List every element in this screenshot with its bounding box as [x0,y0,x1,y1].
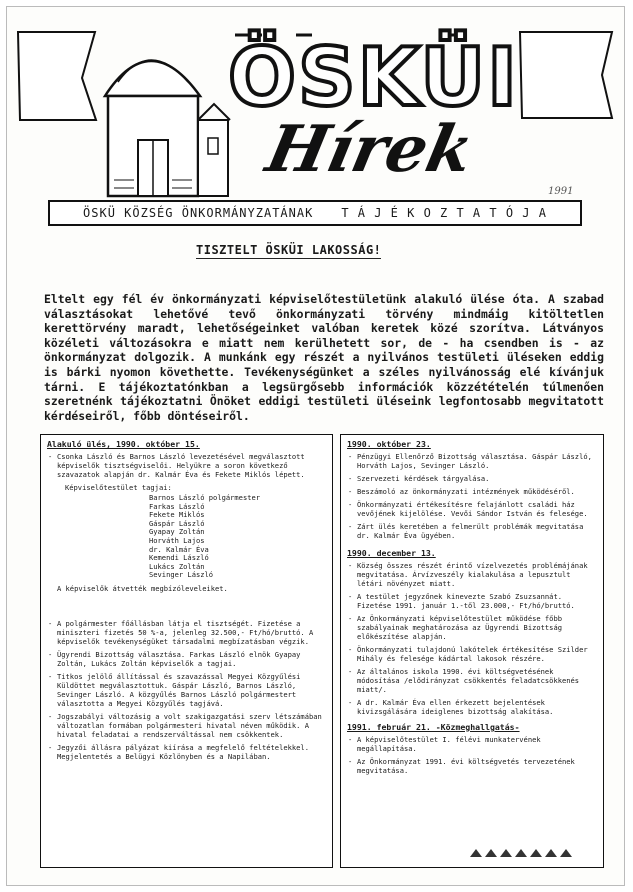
salutation-heading: TISZTELT ÖSKÜI LAKOSSÁG! [196,243,382,257]
list-item: - Titkos jelölő állítással és szavazással Megyei Közgyűlési Küldöttet megválasztottuk. Gáspár László, Barnos László, Sevinger László. A közgyűlés Barnos László polgármestert választotta a Megyei Közgyűlés tagjává. [47,672,326,708]
list-item: - Pénzügyi Ellenőrző Bizottság választása. Gáspár László, Horváth Lajos, Sevinger László. [347,452,597,470]
list-item: - A képviselőtestület I. félévi munkatervének megállapítása. [347,735,597,753]
member-name: dr. Kalmár Éva [149,544,209,554]
section-heading: Alakuló ülés, 1990. október 15. [47,439,200,449]
list-item: - Csonka László és Barnos László levezetésével megválasztott képviselők tisztségviselői. Helyükre a soron következő szavazatok alapján dr. Kalmár Éva és Fekete Miklós lépett. [47,452,326,479]
masthead-banner [48,200,582,226]
member-name: Lukács Zoltán [149,561,205,571]
intro-paragraph: Eltelt egy fél év önkormányzati képviselőtestületünk alakuló ülése óta. A szabad választásokat lehetővé tevő önkormányzati törvény mindmáig kitöltetlen kerettörvény maradt, lehetőségeinket valóban keretek közé szorítva. Látványos közéleti változásokra e miatt nem kerülhetett sor, de - ha csendben is - az önkormányzat dolgozik. A munkánk egy részét a nyilvános testületi üléseken eddig is bárki nyomon követhette. Tevékenységünket a széles nyilvánosság elé kívánjuk tárni. E tájékoztatónkban a legsürgősebb információk közzétételén túlmenően szeretnénk tájékoztatni Önöket eddigi testületi üléseink legfontosabb megvitatott kérdéseiről, főbb döntéseiről. [44,292,604,423]
list-item: - Az Önkormányzati képviselőtestület működése főbb szabályainak meghatározása az Ügyrendi Bizottság előkészítése alapján. [347,614,597,641]
members-note: A képviselők átvették megbízóleveleiket. [57,583,228,593]
member-name: Barnos László polgármester [149,493,261,502]
triangle-icon [515,849,527,857]
list-item: - A testület jegyzőnek kinevezte Szabó Zsuzsannát. Fizetése 1991. január 1.-től 23.000,- Ft/hó/bruttó. [347,592,597,610]
page-turn-marks [470,849,572,857]
member-name: Gyapay Zoltán [149,527,205,537]
members-list [149,494,332,580]
member-name: Sevinger László [149,570,214,580]
member-name: Horváth Lajos [149,535,205,545]
member-name: Farkas László [149,501,205,511]
left-column [40,434,333,868]
list-item: - Jegyzői állásra pályázat kiírása a megfelelő feltételekkel. Megjelentetés a Belügyi Közlönyben és a Napilában. [47,743,326,761]
list-item: - Önkormányzati tulajdonú lakótelek értékesítése Szilder Mihály és felesége kádártal lakosok részére. [347,645,597,663]
member-name: Fekete Miklós [149,510,205,520]
list-item: - Község összes részét érintő vízelvezetés problémájának megvitatása. Árvízveszély kialakulása a lepusztult létári növényzet miatt. [347,561,597,588]
members-heading: Képviselőtestület tagjai: [65,483,172,492]
section-heading: 1991. február 21. -Közmeghallgatás- [347,722,520,732]
triangle-icon [470,849,482,857]
section-heading: 1990. december 13. [347,548,436,558]
banner-left-text: ÖSKÜ KÖZSÉG ÖNKORMÁNYZATÁNAK [83,206,314,220]
list-item: - Jogszabályi változásig a volt szakigazgatási szerv létszámában változatlan formában polgármesteri hivatal néven működik. A hivatal feladatai a rendszerváltással nem csökkentek. [47,712,326,739]
list-item: - Szervezeti kérdések tárgyalása. [347,474,597,483]
triangle-icon [500,849,512,857]
triangle-icon [485,849,497,857]
list-item: - A polgármester főállásban látja el tisztségét. Fizetése a miniszteri fizetés 50 %-a, jelenleg 32.500,- Ft/hó/bruttó. A képviselők tevékenységüket társadalmi megbízatásban végzik. [47,619,326,646]
masthead-title: ÖSKÜI [228,31,519,124]
handwritten-year: 1991 [548,186,574,197]
masthead [0,0,633,260]
list-item: - Zárt ülés keretében a felmerült problémák megvitatása dr. Kalmár Éva ügyében. [347,522,597,540]
list-item: - A dr. Kalmár Éva ellen érkezett bejelentések kivizsgálására ideiglenes bizottság alakítása. [347,698,597,716]
list-item: - Beszámoló az önkormányzati intézmények működéséről. [347,487,597,496]
list-item: - Önkormányzati értékesítésre felajánlott családi ház vevőjének kijelölése. Vevői Sándor István és felesége. [347,500,597,518]
masthead-subtitle: Hírek [260,112,480,187]
list-item: - Ügyrendi Bizottság választása. Farkas László elnök Gyapay Zoltán, Lukács Zoltán képviselők a tagjai. [47,650,326,668]
list-item: - Az Önkormányzat 1991. évi költségvetés tervezetének megvitatása. [347,757,597,775]
triangle-icon [560,849,572,857]
banner-right-text: T Á J É K O Z T A T Ó J A [341,206,547,220]
section-heading: 1990. október 23. [347,439,431,449]
member-name: Gáspár László [149,518,205,528]
member-name: Kemendi László [149,553,209,563]
list-item: - Az általános iskola 1990. évi költségvetésének módosítása /elődirányzat csökkentés feladatcsökkenés miatt/. [347,667,597,694]
triangle-icon [545,849,557,857]
right-column [340,434,604,868]
triangle-icon [530,849,542,857]
